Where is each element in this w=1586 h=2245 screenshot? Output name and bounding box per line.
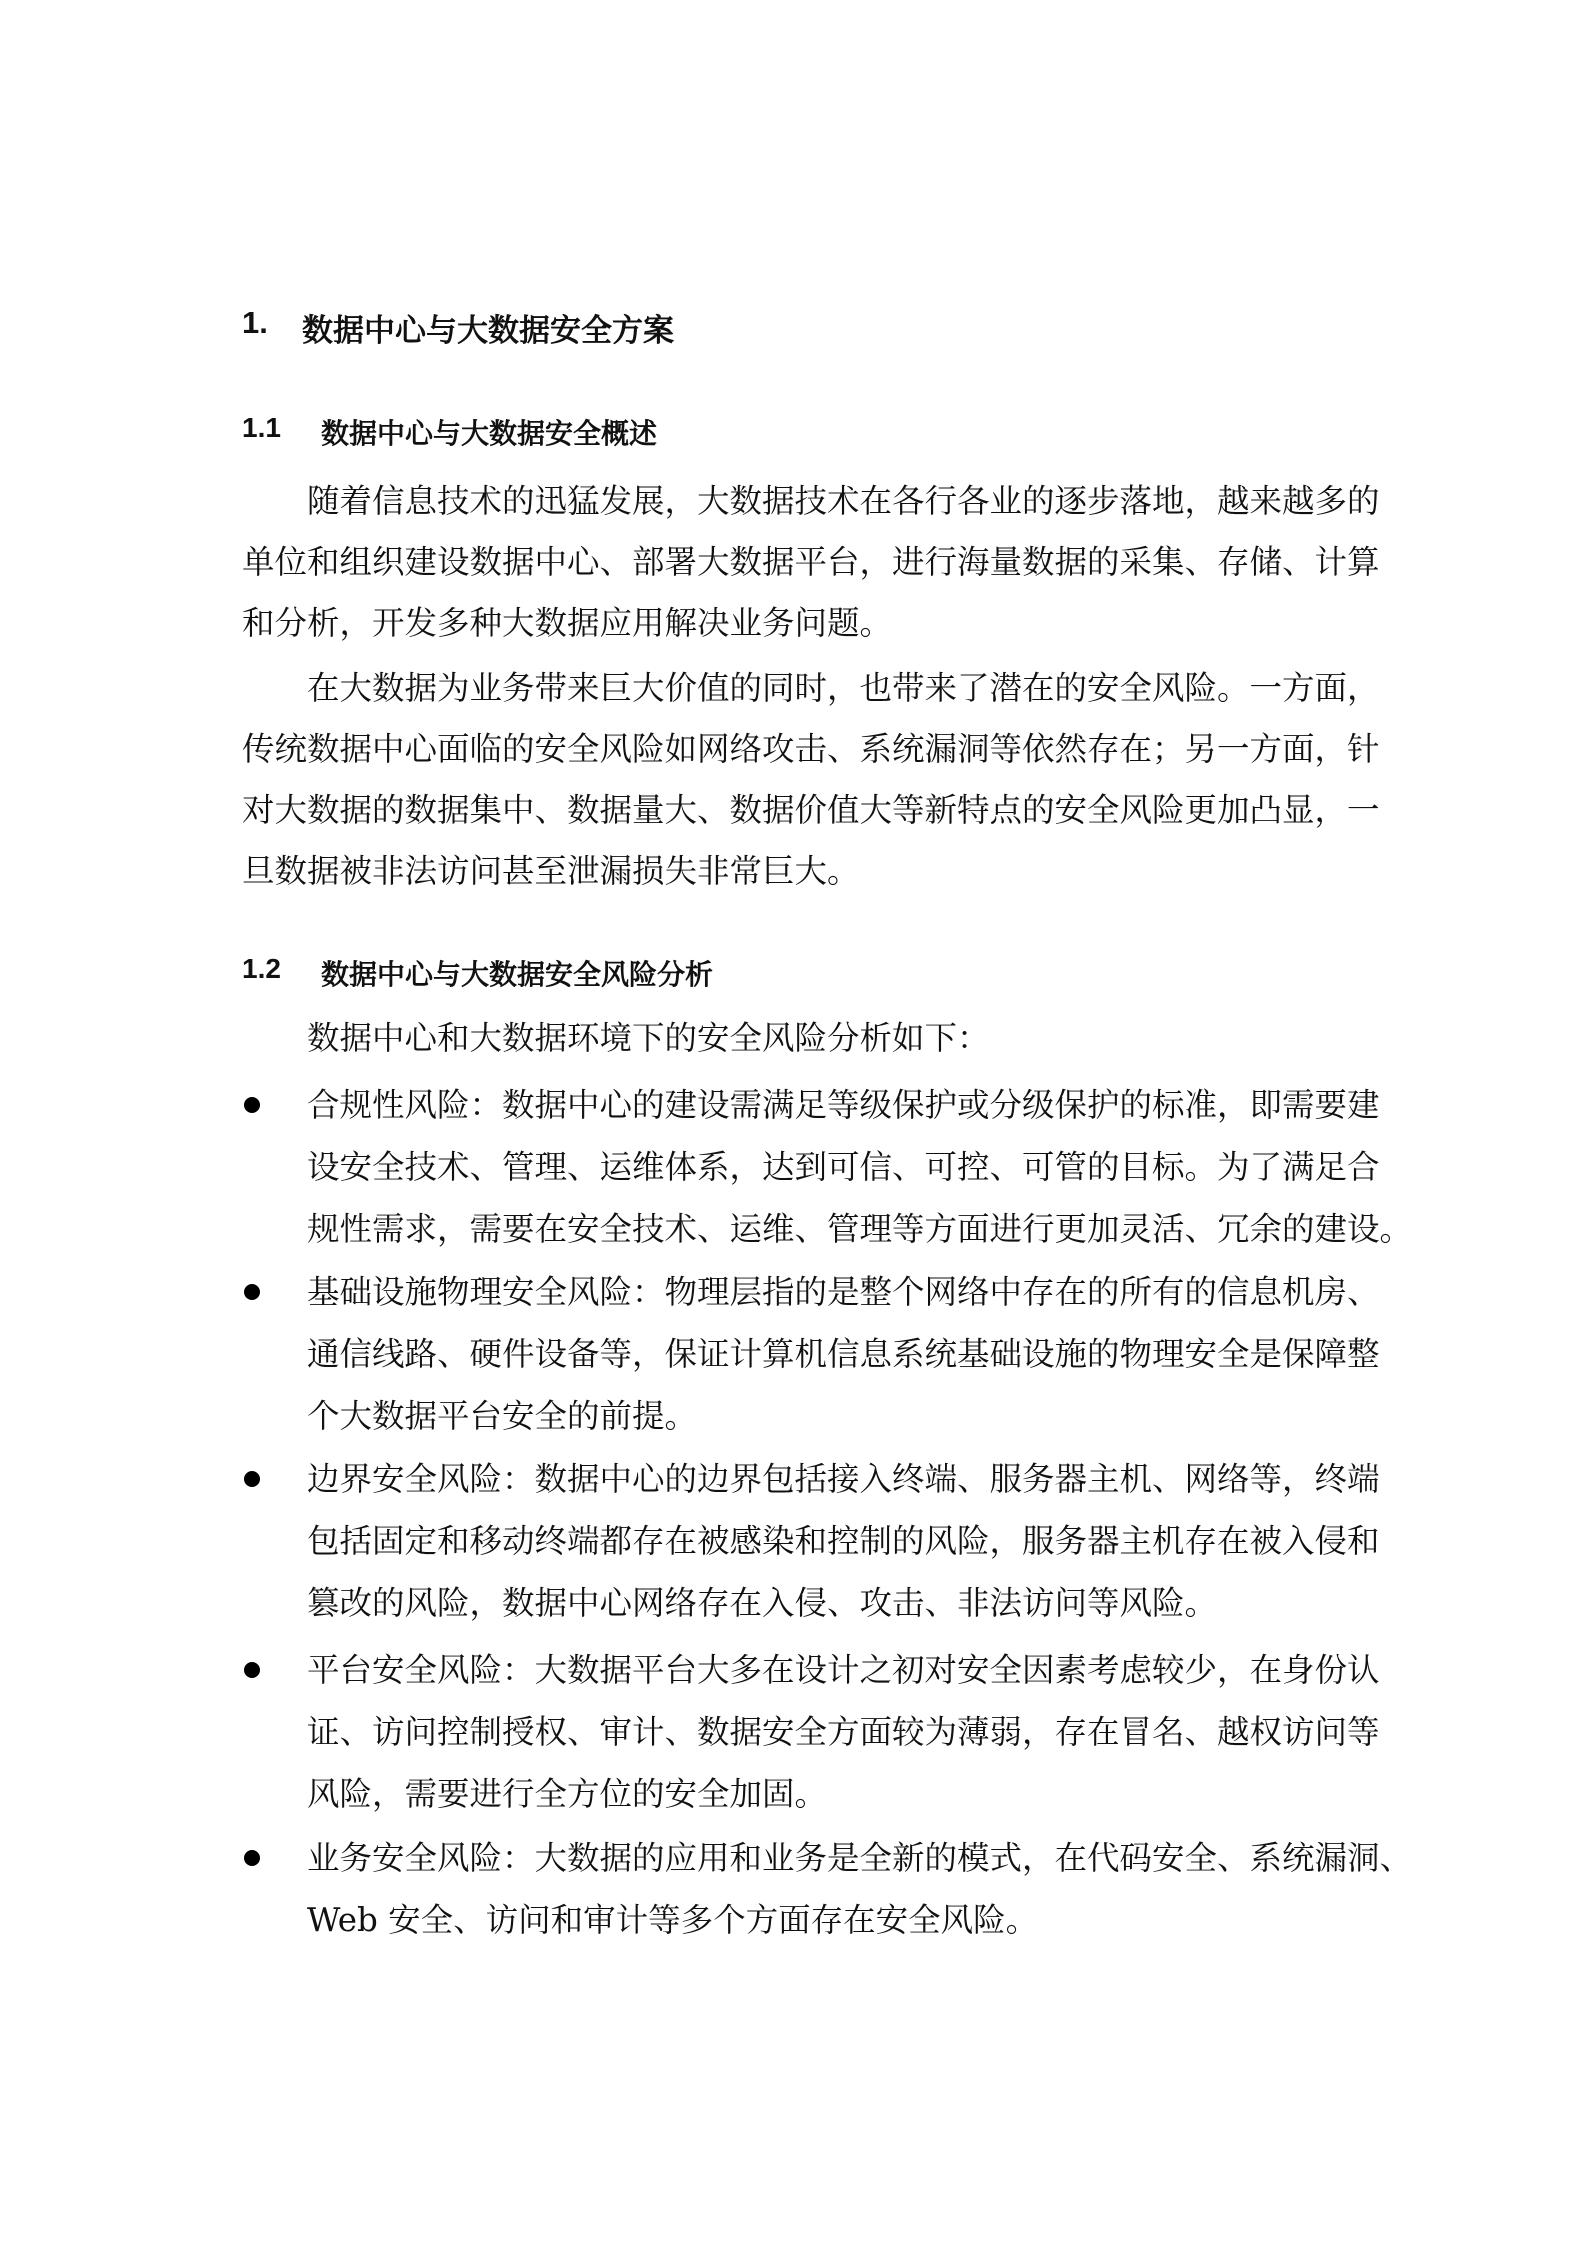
heading-1-2-number: 1.2 (242, 953, 281, 984)
heading-1-2-title: 数据中心与大数据安全风险分析 (321, 959, 714, 990)
list-item-line: Web 安全、访问和审计等多个方面存在安全风险。 (307, 1901, 1039, 1939)
list-item-line: 个大数据平台安全的前提。 (307, 1397, 698, 1435)
paragraph-line: 在大数据为业务带来巨大价值的同时，也带来了潜在的安全风险。一方面， (242, 669, 1380, 707)
paragraph-line: 旦数据被非法访问甚至泄漏损失非常巨大。 (242, 852, 860, 890)
heading-1-title: 数据中心与大数据安全方案 (302, 313, 674, 348)
list-item-line: 规性需求，需要在安全技术、运维、管理等方面进行更加灵活、冗余的建设。 (307, 1210, 1413, 1248)
list-item-line: 证、访问控制授权、审计、数据安全方面较为薄弱，存在冒名、越权访问等 (307, 1713, 1380, 1751)
heading-1-1-number: 1.1 (242, 412, 281, 443)
paragraph-line: 单位和组织建设数据中心、部署大数据平台，进行海量数据的采集、存储、计算 (242, 543, 1380, 581)
list-item-line: 篡改的风险，数据中心网络存在入侵、攻击、非法访问等风险。 (307, 1584, 1218, 1622)
list-item-line: 包括固定和移动终端都存在被感染和控制的风险，服务器主机存在被入侵和 (307, 1522, 1380, 1560)
list-item-line: 风险，需要进行全方位的安全加固。 (307, 1775, 828, 1813)
list-item-line: 平台安全风险：大数据平台大多在设计之初对安全因素考虑较少，在身份认 (307, 1651, 1380, 1689)
list-item-line: 设安全技术、管理、运维体系，达到可信、可控、可管的目标。为了满足合 (307, 1148, 1380, 1186)
paragraph-line: 传统数据中心面临的安全风险如网络攻击、系统漏洞等依然存在；另一方面，针 (242, 730, 1380, 768)
intro-paragraph: 数据中心和大数据环境下的安全风险分析如下： (242, 1019, 990, 1057)
list-item-line: 业务安全风险：大数据的应用和业务是全新的模式，在代码安全、系统漏洞、 (307, 1839, 1413, 1877)
list-item-line: 合规性风险：数据中心的建设需满足等级保护或分级保护的标准，即需要建 (307, 1086, 1380, 1124)
heading-1-1-title: 数据中心与大数据安全概述 (321, 418, 658, 449)
bullet-icon (244, 1097, 260, 1113)
list-item-line: 通信线路、硬件设备等，保证计算机信息系统基础设施的物理安全是保障整 (307, 1335, 1380, 1373)
list-item-line: 基础设施物理安全风险：物理层指的是整个网络中存在的所有的信息机房、 (307, 1273, 1380, 1311)
bullet-icon (244, 1284, 260, 1300)
paragraph-line: 随着信息技术的迅猛发展，大数据技术在各行各业的逐步落地，越来越多的 (242, 482, 1380, 520)
bullet-icon (244, 1471, 260, 1487)
paragraph-line: 和分析，开发多种大数据应用解决业务问题。 (242, 604, 893, 642)
paragraph-line: 对大数据的数据集中、数据量大、数据价值大等新特点的安全风险更加凸显，一 (242, 791, 1380, 829)
bullet-icon (244, 1850, 260, 1866)
bullet-icon (244, 1662, 260, 1678)
list-item-line: 边界安全风险：数据中心的边界包括接入终端、服务器主机、网络等，终端 (307, 1460, 1380, 1498)
heading-1-number: 1. (242, 305, 268, 340)
